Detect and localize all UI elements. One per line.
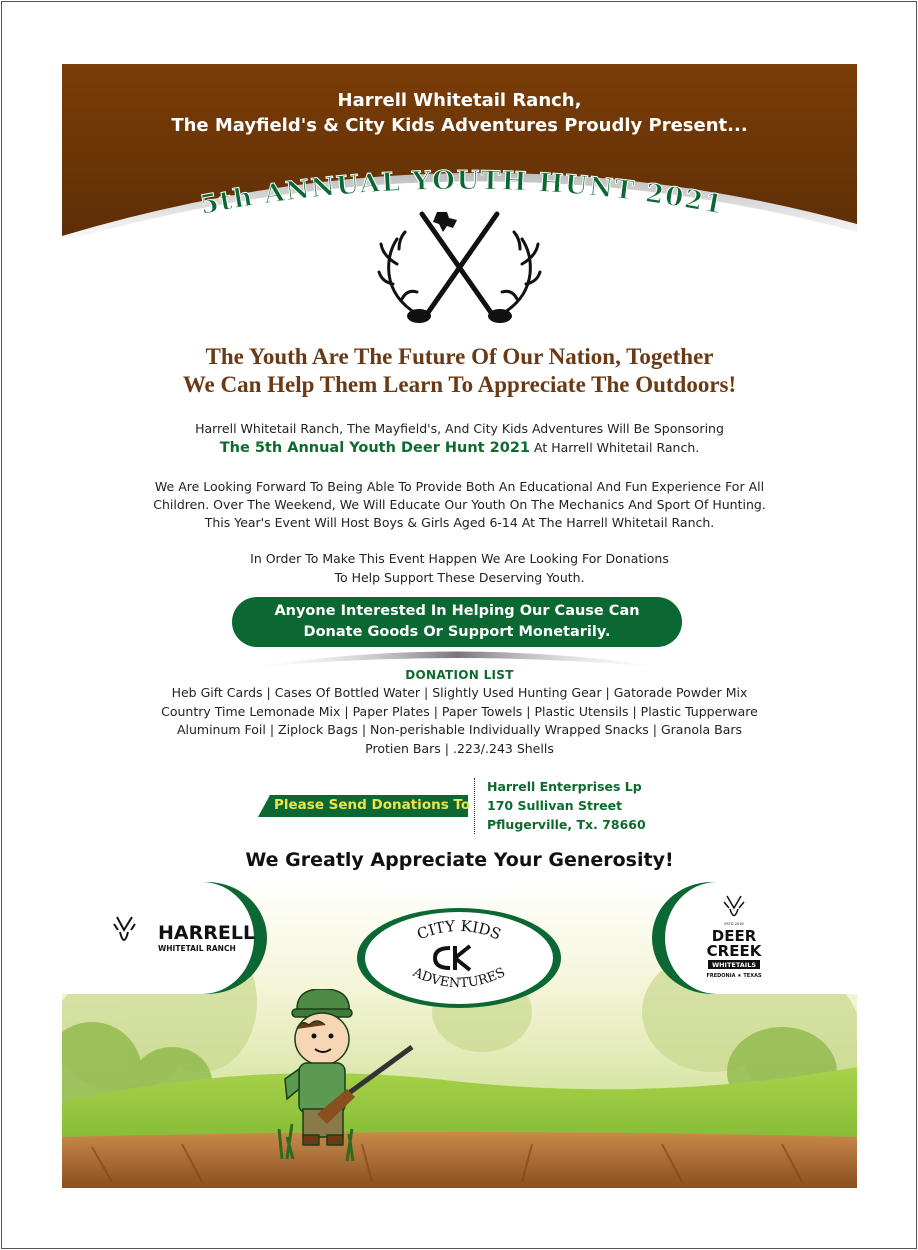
donation-list-title: DONATION LIST — [405, 668, 514, 682]
send-label: Please Send Donations To — [274, 797, 471, 813]
donate-callout-line-2: Donate Goods Or Support Monetarily. — [303, 624, 611, 640]
harrell-logo-panel — [62, 882, 267, 994]
event-name: The 5th Annual Youth Deer Hunt 2021 — [219, 440, 531, 456]
event-title-text: 5th ANNUAL YOUTH HUNT 2021 — [197, 165, 727, 221]
address-line: 170 Sullivan Street — [487, 798, 623, 813]
address-line: Harrell Enterprises Lp — [487, 779, 642, 794]
header-line-2: The Mayfield's & City Kids Adventures Proudly Present... — [171, 115, 748, 136]
address-line: Pflugerville, Tx. 78660 — [487, 817, 646, 832]
deer-creek-estd: ESTD 2016 — [724, 922, 744, 926]
donation-list-row: Country Time Lemonade Mix | Paper Plates | Paper Towels | Plastic Utensils | Plastic Tupperware — [161, 704, 758, 719]
deer-creek-line-4: FREDONIA ★ TEXAS — [706, 973, 762, 979]
harrell-logo-name: HARRELL — [158, 922, 256, 944]
harrell-logo-sub: WHITETAIL RANCH — [158, 944, 236, 953]
donation-list-row: Protien Bars | .223/.243 Shells — [365, 741, 554, 756]
young-hunter-illustration — [237, 989, 417, 1169]
tagline-line-2: We Can Help Them Learn To Appreciate The Outdoors! — [182, 372, 737, 397]
appeal-line-2: To Help Support These Deserving Youth. — [334, 570, 585, 585]
donate-callout-line-1: Anyone Interested In Helping Our Cause Can — [274, 603, 640, 619]
donation-list-row: Heb Gift Cards | Cases Of Bottled Water | Slightly Used Hunting Gear | Gatorade Powder Mix — [171, 685, 748, 700]
deer-creek-line-2: CREEK — [706, 942, 762, 960]
description-line-1: We Are Looking Forward To Being Able To Provide Both An Educational And Fun Experience For All — [154, 479, 765, 494]
flyer — [62, 64, 857, 1188]
header-line-1: Harrell Whitetail Ranch, — [337, 90, 582, 111]
donation-list-row: Aluminum Foil | Ziplock Bags | Non-perishable Individually Wrapped Snacks | Granola Bars — [176, 722, 743, 737]
tagline-line-1: The Youth Are The Future Of Our Nation, Together — [205, 344, 714, 369]
city-kids-bottom-text: ADVENTURES — [410, 965, 508, 992]
address-divider — [474, 778, 475, 834]
description-line-2: Children. Over The Weekend, We Will Educate Our Youth On The Mechanics And Sport Of Hunting. — [153, 497, 766, 512]
antlers-rifles-emblem-icon — [377, 204, 542, 329]
deer-creek-logo-panel — [652, 882, 857, 994]
thank-you-message: We Greatly Appreciate Your Generosity! — [245, 849, 674, 871]
city-kids-top-text: CITY KIDS — [414, 916, 504, 944]
intro-line-2 — [62, 439, 857, 458]
deer-creek-line-3: WHITETAILS — [711, 961, 757, 969]
donate-callout — [232, 597, 682, 647]
description-line-3: This Year's Event Will Host Boys & Girls Aged 6-14 At The Harrell Whitetail Ranch. — [204, 515, 715, 530]
deer-creek-line-1: DEER — [711, 927, 757, 945]
appeal-line-1: In Order To Make This Event Happen We Are Looking For Donations — [250, 551, 669, 566]
event-suffix: At Harrell Whitetail Ranch. — [530, 440, 700, 455]
intro-line-1: Harrell Whitetail Ranch, The Mayfield's, And City Kids Adventures Will Be Sponsoring — [195, 421, 724, 436]
